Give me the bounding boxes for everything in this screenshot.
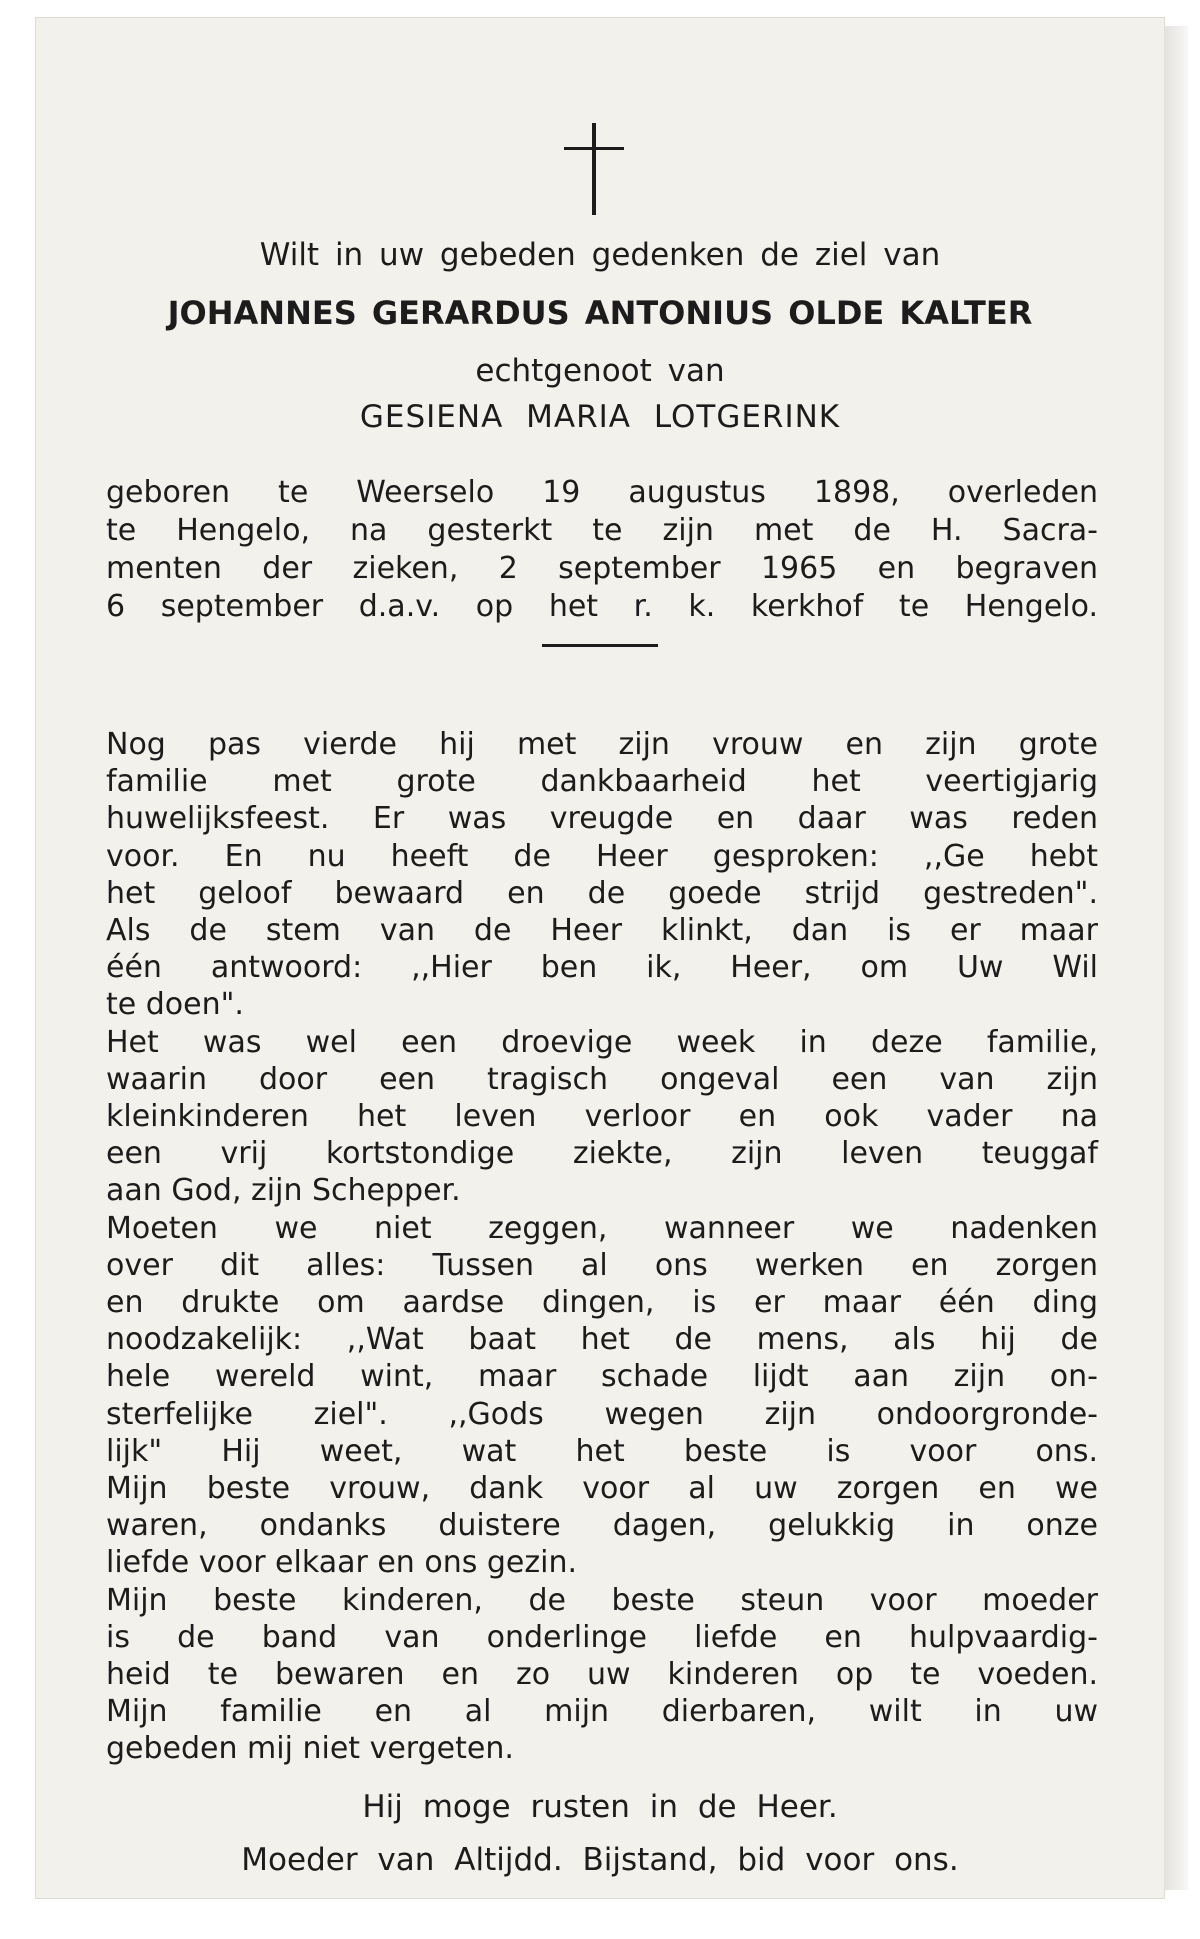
text-line: over dit alles: Tussen al ons werken en zorgen <box>106 1248 1098 1283</box>
text-line: Als de stem van de Heer klinkt, dan is er maar <box>106 913 1098 948</box>
text-line: noodzakelijk: ,,Wat baat het de mens, als hij de <box>106 1322 1098 1357</box>
text-line: en drukte om aardse dingen, is er maar één ding <box>106 1285 1098 1320</box>
text-line: familie met grote dankbaarheid het veertigjarig <box>106 764 1098 799</box>
text-line: is de band van onderlinge liefde en hulpvaardig- <box>106 1620 1098 1655</box>
intro-line: Wilt in uw gebeden gedenken de ziel van <box>259 237 941 273</box>
text-line: Mijn familie en al mijn dierbaren, wilt in uw <box>106 1694 1098 1729</box>
text-line: voor. En nu heeft de Heer gesproken: ,,Ge hebt <box>106 839 1098 874</box>
text-line: Mijn beste vrouw, dank voor al uw zorgen en we <box>106 1471 1098 1506</box>
text-line: huwelijksfeest. Er was vreugde en daar was reden <box>106 801 1098 836</box>
text-line: een vrij kortstondige ziekte, zijn leven teuggaf <box>106 1136 1098 1171</box>
text-line: één antwoord: ,,Hier ben ik, Heer, om Uw Wil <box>106 950 1098 985</box>
spouse-name: GESIENA MARIA LOTGERINK <box>359 399 841 435</box>
deceased-name: JOHANNES GERARDUS ANTONIUS OLDE KALTER <box>167 294 1033 332</box>
divider <box>542 644 658 647</box>
text-line: waarin door een tragisch ongeval een van zijn <box>106 1062 1098 1097</box>
cross-icon <box>564 123 624 215</box>
text-line: gebeden mij niet vergeten. <box>106 1731 514 1766</box>
closing-prayer: Hij moge rusten in de Heer. <box>362 1789 838 1825</box>
text-line: het geloof bewaard en de goede strijd gestreden". <box>106 876 1098 911</box>
text-line: Nog pas vierde hij met zijn vrouw en zijn grote <box>106 727 1098 762</box>
biography-line: menten der zieken, 2 september 1965 en begraven <box>106 551 1098 586</box>
closing-invocation: Moeder van Altijdd. Bijstand, bid voor ons. <box>241 1842 959 1878</box>
text-line: Het was wel een droevige week in deze familie, <box>106 1025 1098 1060</box>
text-line: aan God, zijn Schepper. <box>106 1173 461 1208</box>
memorial-card <box>36 18 1164 1898</box>
text-line: hele wereld wint, maar schade lijdt aan zijn on- <box>106 1359 1098 1394</box>
text-line: liefde voor elkaar en ons gezin. <box>106 1545 578 1580</box>
biography-line: 6 september d.a.v. op het r. k. kerkhof te Hengelo. <box>106 589 1098 624</box>
biography-line: te Hengelo, na gesterkt te zijn met de H. Sacra- <box>106 513 1098 548</box>
text-line: lijk" Hij weet, wat het beste is voor ons. <box>106 1434 1098 1469</box>
text-line: waren, ondanks duistere dagen, gelukkig in onze <box>106 1508 1098 1543</box>
text-line: heid te bewaren en zo uw kinderen op te voeden. <box>106 1657 1098 1692</box>
spouse-label: echtgenoot van <box>475 353 725 389</box>
text-line: kleinkinderen het leven verloor en ook vader na <box>106 1099 1098 1134</box>
biography-line: geboren te Weerselo 19 augustus 1898, overleden <box>106 475 1098 510</box>
text-line: sterfelijke ziel". ,,Gods wegen zijn ondoorgronde- <box>106 1397 1098 1432</box>
text-line: Moeten we niet zeggen, wanneer we nadenken <box>106 1211 1098 1246</box>
text-line: Mijn beste kinderen, de beste steun voor moeder <box>106 1583 1098 1618</box>
text-line: te doen". <box>106 987 244 1022</box>
